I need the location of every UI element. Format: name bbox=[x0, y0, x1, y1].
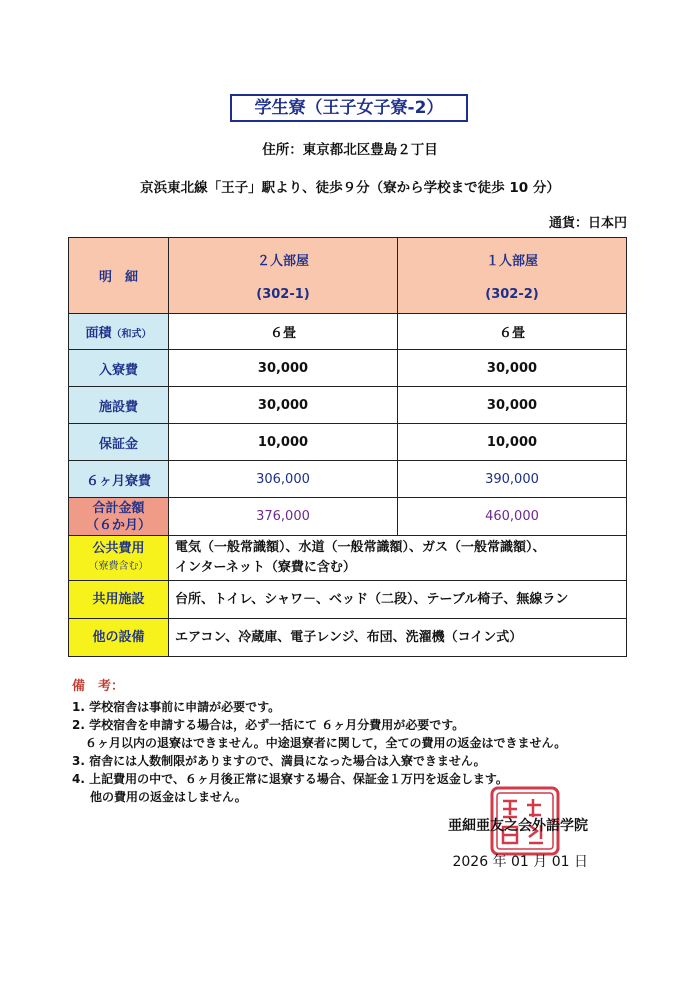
equipment-row bbox=[69, 619, 627, 657]
table-row bbox=[69, 461, 627, 498]
address-line: 住所：東京都北区豊島２丁目 bbox=[262, 142, 438, 158]
row-value: 390,000 bbox=[398, 461, 627, 498]
equipment-text: エアコン、冷蔵庫、電子レンジ、布団、洗濯機（コイン式） bbox=[169, 619, 627, 657]
utilities-row bbox=[69, 536, 627, 581]
col2-name: １人部屋 bbox=[485, 253, 538, 269]
note-item: 1. 学校宿舎は事前に申請が必要です。 bbox=[72, 700, 281, 714]
col1-name: ２人部屋 bbox=[256, 253, 309, 269]
row-label: 施設費 bbox=[69, 387, 169, 424]
equipment-label: 他の設備 bbox=[69, 619, 169, 657]
col1-code: (302-1) bbox=[256, 286, 310, 302]
note-item: ６ヶ月以内の退寮はできません。中途退寮者に関して，全ての費用の返金はできません。 bbox=[85, 736, 567, 750]
shared-text: 台所、トイレ、シャワ－、ベッド（二段）、テーブル椅子、無線ラン bbox=[169, 581, 627, 619]
school-name: 亜細亜友之会外語学院 bbox=[448, 818, 588, 834]
row-value: ６畳 bbox=[398, 314, 627, 350]
issue-date: 2026 年 01 月 01 日 bbox=[452, 854, 588, 870]
access-line: 京浜東北線「王子」駅より、徒歩９分（寮から学校まで徒歩 10 分） bbox=[140, 180, 560, 196]
row-value: 10,000 bbox=[169, 424, 398, 461]
table-row bbox=[69, 350, 627, 387]
table-row bbox=[69, 387, 627, 424]
currency-line: 通貨：日本円 bbox=[548, 216, 627, 231]
total-value: 376,000 bbox=[169, 498, 398, 536]
row-value: 30,000 bbox=[169, 350, 398, 387]
row-value: 30,000 bbox=[398, 387, 627, 424]
note-item: 他の費用の返金はしません。 bbox=[90, 790, 247, 804]
col2-code: (302-2) bbox=[485, 286, 539, 302]
row-label: 面積（和式） bbox=[69, 314, 169, 350]
total-row bbox=[69, 498, 627, 536]
notes-heading: 備 考： bbox=[72, 679, 125, 694]
row-value: ６畳 bbox=[169, 314, 398, 350]
table-row bbox=[69, 314, 627, 350]
note-item: 4. 上記費用の中で、６ヶ月後正常に退寮する場合、保証金１万円を返金します。 bbox=[72, 772, 508, 786]
row-value: 30,000 bbox=[169, 387, 398, 424]
utilities-text: 電気（一般常識額）、水道（一般常識額）、ガス（一般常識額）、 インターネット（寮費に含む） bbox=[169, 536, 627, 581]
page-title: 学生寮（王子女子寮-2） bbox=[230, 94, 468, 122]
header-col-double bbox=[169, 238, 398, 314]
shared-label: 共用施設 bbox=[69, 581, 169, 619]
row-value: 306,000 bbox=[169, 461, 398, 498]
note-item: 3. 宿舎には人数制限がありますので、満員になった場合は入寮できません。 bbox=[72, 754, 486, 768]
row-label: ６ヶ月寮費 bbox=[69, 461, 169, 498]
header-label: 明 細 bbox=[69, 238, 169, 314]
row-label: 入寮費 bbox=[69, 350, 169, 387]
utilities-label: 公共費用 （寮費含む） bbox=[69, 536, 169, 581]
shared-row bbox=[69, 581, 627, 619]
row-label: 保証金 bbox=[69, 424, 169, 461]
row-value: 30,000 bbox=[398, 350, 627, 387]
table-row bbox=[69, 424, 627, 461]
header-col-single bbox=[398, 238, 627, 314]
total-label: 合計金額 （６か月） bbox=[69, 498, 169, 536]
note-item: 2. 学校宿舎を申請する場合は，必ず一括にて ６ヶ月分費用が必要です。 bbox=[72, 718, 465, 732]
row-value: 10,000 bbox=[398, 424, 627, 461]
total-value: 460,000 bbox=[398, 498, 627, 536]
table-header-row bbox=[69, 238, 627, 314]
fee-table bbox=[68, 237, 627, 657]
